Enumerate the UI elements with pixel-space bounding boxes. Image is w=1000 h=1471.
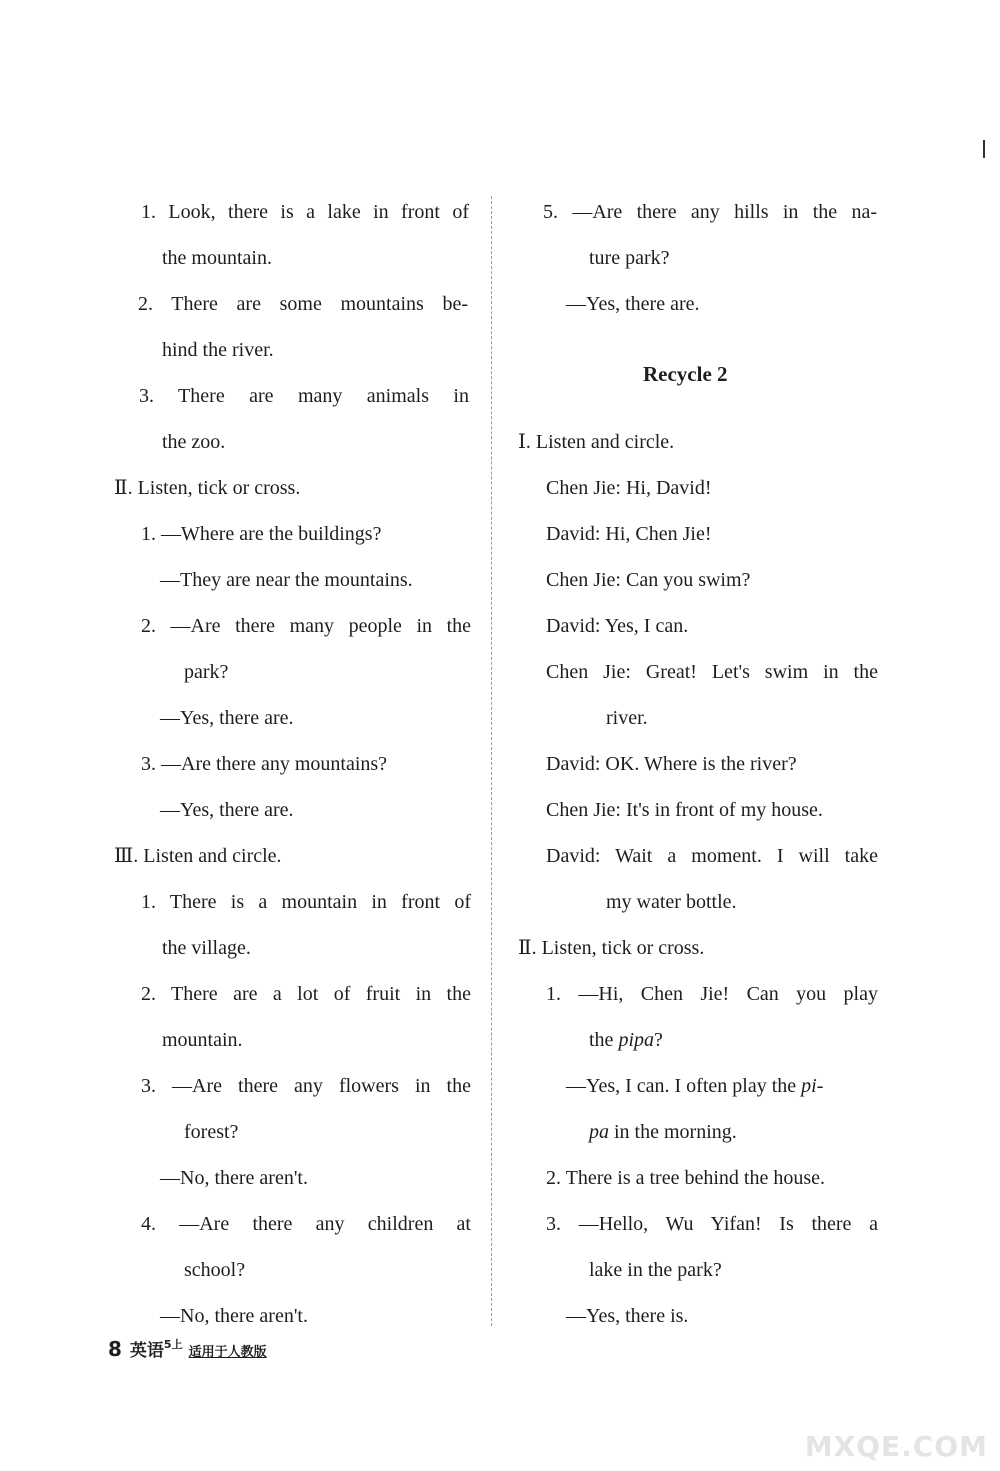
left-line-23: 4. —Are there any children at <box>141 1213 471 1235</box>
left-line-24: school? <box>184 1259 246 1281</box>
right-line-18-text: the <box>589 1029 619 1051</box>
margin-mark <box>983 140 985 158</box>
left-section-heading-3: Ⅲ. Listen and circle. <box>114 845 282 867</box>
left-line-4: hind the river. <box>162 339 274 361</box>
right-line-22: 3. —Hello, Wu Yifan! Is there a <box>546 1213 878 1235</box>
page-number: 8 <box>108 1337 122 1361</box>
right-line-19 <box>566 1074 823 1098</box>
footer-edition: 适用于人教版 <box>188 1345 267 1360</box>
left-line-6: the zoo. <box>162 431 226 453</box>
right-line-18-tail: ? <box>654 1029 663 1051</box>
left-line-20: 3. —Are there any flowers in the <box>141 1075 471 1097</box>
section-title-recycle-2: Recycle 2 <box>643 362 728 386</box>
right-line-23: lake in the park? <box>589 1259 722 1281</box>
left-line-1: 1. Look, there is a lake in front of <box>141 201 469 223</box>
left-line-16: 1. There is a mountain in front of <box>141 891 471 913</box>
left-line-10: 2. —Are there many people in the <box>141 615 471 637</box>
left-line-22: —No, there aren't. <box>160 1167 308 1189</box>
right-line-18 <box>589 1028 663 1052</box>
right-line-21: 2. There is a tree behind the house. <box>546 1167 825 1189</box>
column-divider <box>491 196 492 1326</box>
watermark: MXQE.COM <box>804 1430 988 1463</box>
left-line-25: —No, there aren't. <box>160 1305 308 1327</box>
right-line-10: Chen Jie: Great! Let's swim in the <box>546 661 878 683</box>
left-line-2: the mountain. <box>162 247 272 269</box>
right-line-9: David: Yes, I can. <box>546 615 689 637</box>
right-line-19-italic: pi- <box>801 1075 824 1097</box>
page-footer <box>108 1336 267 1361</box>
left-line-18: 2. There are a lot of fruit in the <box>141 983 471 1005</box>
left-line-5: 3. There are many animals in <box>139 385 469 407</box>
left-line-9: —They are near the mountains. <box>160 569 413 591</box>
right-line-1: 5. —Are there any hills in the na- <box>543 201 877 223</box>
right-line-12: David: OK. Where is the river? <box>546 753 797 775</box>
right-line-19-text: —Yes, I can. I often play the <box>566 1075 802 1097</box>
right-line-7: David: Hi, Chen Jie! <box>546 523 712 545</box>
left-line-3: 2. There are some mountains be- <box>138 293 468 315</box>
right-line-17: 1. —Hi, Chen Jie! Can you play <box>546 983 878 1005</box>
right-line-11: river. <box>606 707 648 729</box>
right-line-2: ture park? <box>589 247 670 269</box>
left-line-21: forest? <box>184 1121 239 1143</box>
left-line-12: —Yes, there are. <box>160 707 294 729</box>
footer-subject: 英语 <box>129 1341 164 1361</box>
right-section-heading-1: Ⅰ. Listen and circle. <box>518 431 675 453</box>
left-line-11: park? <box>184 661 229 683</box>
left-line-17: the village. <box>162 937 251 959</box>
right-line-18-italic: pipa <box>618 1029 654 1051</box>
left-line-8: 1. —Where are the buildings? <box>141 523 382 545</box>
right-line-20-tail: in the morning. <box>609 1121 737 1143</box>
right-line-6: Chen Jie: Hi, David! <box>546 477 712 499</box>
left-line-13: 3. —Are there any mountains? <box>141 753 388 775</box>
right-line-20-italic: pa <box>589 1121 609 1143</box>
left-section-heading-2: Ⅱ. Listen, tick or cross. <box>114 477 301 499</box>
right-line-20 <box>589 1120 737 1144</box>
footer-grade: 5上 <box>163 1338 183 1351</box>
right-line-14: David: Wait a moment. I will take <box>546 845 878 867</box>
right-line-8: Chen Jie: Can you swim? <box>546 569 751 591</box>
right-line-13: Chen Jie: It's in front of my house. <box>546 799 823 821</box>
left-line-14: —Yes, there are. <box>160 799 294 821</box>
right-line-3: —Yes, there are. <box>566 293 700 315</box>
left-line-19: mountain. <box>162 1029 243 1051</box>
right-line-24: —Yes, there is. <box>566 1305 689 1327</box>
right-section-heading-2: Ⅱ. Listen, tick or cross. <box>518 937 705 959</box>
right-line-15: my water bottle. <box>606 891 737 913</box>
